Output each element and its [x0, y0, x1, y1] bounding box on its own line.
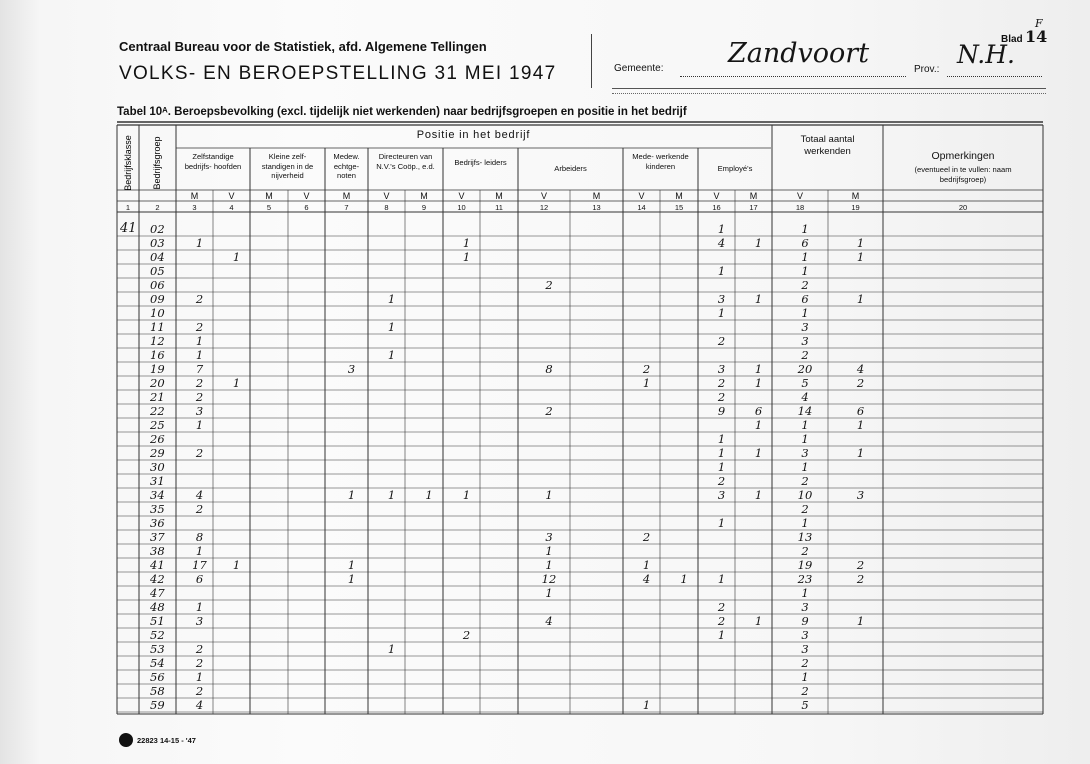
row-cell-col12: 3 — [545, 530, 553, 544]
row-bedrijfsgroep: 20 — [150, 376, 165, 390]
row-cell-col3: 8 — [195, 530, 204, 544]
row-cell-col18: 2 — [801, 684, 809, 698]
row-bedrijfsgroep: 02 — [150, 222, 165, 236]
row-cell-col3: 4 — [195, 488, 204, 502]
row-cell-col16: 2 — [717, 390, 726, 404]
row-cell-col18: 1 — [801, 264, 809, 278]
row-cell-col18: 6 — [801, 236, 809, 250]
v-header: V — [638, 191, 645, 201]
row-cell-col19: 2 — [856, 376, 865, 390]
row-cell-col3: 2 — [195, 390, 204, 404]
column-number-4: 4 — [229, 203, 234, 212]
m-header: M — [495, 191, 503, 201]
row-cell-col12: 1 — [545, 488, 553, 502]
blad-note: F — [1035, 17, 1043, 30]
row-bedrijfsgroep: 37 — [150, 530, 165, 544]
v-header: V — [540, 191, 547, 201]
row-bedrijfsgroep: 16 — [150, 348, 165, 362]
column-number-5: 5 — [266, 203, 272, 212]
row-cell-col17: 6 — [754, 404, 763, 418]
row-cell-col18: 14 — [797, 404, 813, 418]
row-cell-col3: 1 — [195, 600, 204, 614]
row-cell-col18: 3 — [801, 334, 809, 348]
row-cell-col16: 1 — [717, 572, 726, 586]
opmerkingen-header: Opmerkingen — [931, 150, 995, 162]
row-cell-col3: 2 — [195, 292, 204, 306]
row-cell-col19: 1 — [856, 418, 865, 432]
row-cell-col3: 1 — [195, 418, 204, 432]
row-cell-col3: 2 — [195, 684, 204, 698]
row-cell-col18: 6 — [801, 292, 809, 306]
row-cell-col18: 5 — [801, 698, 809, 712]
row-cell-col16: 2 — [717, 614, 726, 628]
row-cell-col18: 4 — [801, 390, 809, 404]
row-cell-col17: 1 — [754, 292, 763, 306]
row-cell-col8: 1 — [387, 348, 396, 362]
row-cell-col19: 1 — [856, 614, 865, 628]
row-cell-col18: 1 — [801, 222, 809, 236]
row-cell-col7: 1 — [347, 572, 356, 586]
column-number-8: 8 — [384, 203, 389, 212]
row-cell-col17: 1 — [754, 446, 763, 460]
row-bedrijfsgroep: 05 — [150, 264, 165, 278]
row-cell-col18: 2 — [801, 502, 809, 516]
row-cell-col19: 1 — [856, 250, 865, 264]
row-cell-col19: 6 — [856, 404, 865, 418]
row-cell-col8: 1 — [387, 320, 396, 334]
form-code: 22823 14-15 - '47 — [137, 736, 196, 745]
row-bedrijfsgroep: 22 — [150, 404, 165, 418]
row-cell-col18: 23 — [797, 572, 813, 586]
row-cell-col17: 1 — [754, 488, 763, 502]
printer-logo-icon — [119, 733, 133, 747]
row-bedrijfsgroep: 29 — [150, 446, 165, 460]
row-cell-col18: 1 — [801, 516, 809, 530]
row-bedrijfsgroep: 21 — [150, 390, 165, 404]
row-bedrijfsgroep: 30 — [150, 460, 165, 474]
row-cell-col3: 7 — [195, 362, 204, 376]
column-number-7: 7 — [344, 203, 349, 212]
row-cell-col14: 4 — [642, 572, 651, 586]
column-number-11: 11 — [495, 203, 503, 212]
row-cell-col10: 1 — [462, 236, 471, 250]
row-cell-col16: 1 — [717, 460, 726, 474]
m-header: M — [749, 191, 758, 201]
v-header: V — [713, 191, 720, 201]
row-cell-col12: 8 — [545, 362, 553, 376]
row-cell-col18: 1 — [801, 418, 809, 432]
row-cell-col12: 1 — [545, 558, 553, 572]
row-bedrijfsgroep: 56 — [150, 670, 165, 684]
row-bedrijfsgroep: 48 — [150, 600, 165, 614]
row-bedrijfsgroep: 52 — [150, 628, 165, 642]
column-number-1: 1 — [125, 203, 131, 212]
row-bedrijfsgroep: 12 — [150, 334, 165, 348]
gemeente-value: Zandvoort — [728, 38, 870, 69]
row-cell-col19: 1 — [856, 236, 865, 250]
row-cell-col16: 3 — [717, 488, 726, 502]
column-number-17: 17 — [749, 203, 758, 212]
m-header: M — [675, 191, 683, 201]
row-cell-col16: 2 — [717, 334, 726, 348]
row-cell-col14: 2 — [642, 362, 651, 376]
column-number-2: 2 — [155, 203, 160, 212]
row-bedrijfsgroep: 53 — [150, 642, 165, 656]
row-bedrijfsgroep: 42 — [150, 572, 165, 586]
row-cell-col12: 2 — [545, 404, 553, 418]
column-number-3: 3 — [192, 203, 197, 212]
row-cell-col18: 2 — [801, 656, 809, 670]
row-cell-col10: 1 — [462, 250, 471, 264]
group-header-8: Employé's — [717, 164, 753, 173]
row-cell-col16: 9 — [717, 404, 726, 418]
row-cell-col12: 4 — [545, 614, 553, 628]
row-bedrijfsgroep: 26 — [150, 432, 165, 446]
opmerkingen-subheader: (eventueel in te vullen: naam bedrijfsgroep) — [914, 165, 1012, 184]
row-cell-col10: 1 — [462, 488, 471, 502]
row-cell-col17: 1 — [754, 418, 763, 432]
row-cell-col18: 9 — [801, 614, 809, 628]
prov-value: N.H. — [957, 40, 1015, 69]
row-cell-col7: 1 — [347, 488, 356, 502]
positie-header: Positie in het bedrijf — [416, 129, 531, 141]
m-header: M — [265, 191, 273, 201]
row-cell-col7: 1 — [347, 558, 356, 572]
row-bedrijfsgroep: 59 — [150, 698, 165, 712]
row-cell-col7: 3 — [347, 362, 356, 376]
m-header: M — [420, 191, 428, 201]
row-cell-col3: 3 — [195, 404, 204, 418]
prov-label: Prov.: — [914, 64, 940, 75]
row-bedrijfsgroep: 19 — [150, 362, 165, 376]
row-cell-col3: 2 — [195, 320, 204, 334]
row-cell-col12: 12 — [541, 572, 557, 586]
row-bedrijfsgroep: 58 — [150, 684, 165, 698]
row-bedrijfsgroep: 38 — [150, 544, 165, 558]
row-cell-col18: 3 — [801, 320, 809, 334]
row-cell-col18: 1 — [801, 670, 809, 684]
row-cell-col17: 1 — [754, 376, 763, 390]
row-cell-col16: 1 — [717, 264, 726, 278]
row-cell-col3: 1 — [195, 670, 204, 684]
column-number-13: 13 — [592, 203, 601, 212]
group-header-2: Kleine zelf- standigen in de nijverheid — [261, 152, 314, 180]
row-cell-col18: 1 — [801, 586, 809, 600]
column-number-16: 16 — [712, 203, 721, 212]
row-cell-col17: 1 — [754, 614, 763, 628]
row-cell-col16: 1 — [717, 628, 726, 642]
row-cell-col19: 2 — [856, 558, 865, 572]
row-cell-col18: 1 — [801, 460, 809, 474]
row-cell-col16: 1 — [717, 446, 726, 460]
row-cell-col19: 3 — [856, 488, 865, 502]
row-cell-col3: 2 — [195, 656, 204, 670]
row-cell-col10: 2 — [462, 628, 471, 642]
row-cell-col3: 6 — [195, 572, 204, 586]
row-bedrijfsgroep: 34 — [150, 488, 165, 502]
row-cell-col3: 2 — [195, 642, 204, 656]
bedrijfsklasse-value: 41 — [120, 221, 137, 236]
row-cell-col18: 19 — [797, 558, 813, 572]
row-cell-col16: 1 — [717, 432, 726, 446]
v-header: V — [383, 191, 390, 201]
row-cell-col8: 1 — [387, 642, 396, 656]
bedrijfsklasse-header: Bedrijfsklasse — [123, 135, 133, 191]
row-cell-col19: 4 — [856, 362, 865, 376]
row-cell-col12: 2 — [545, 278, 553, 292]
column-number-18: 18 — [795, 203, 805, 212]
table-title: Tabel 10ᴬ. Beroepsbevolking (excl. tijdelijk niet werkenden) naar bedrijfsgroepen en positie in het bedrijf — [117, 106, 687, 118]
row-cell-col15: 1 — [680, 572, 688, 586]
group-header-3: Medew. echtge- noten — [333, 152, 360, 180]
row-cell-col19: 2 — [856, 572, 865, 586]
row-cell-col9: 1 — [425, 488, 433, 502]
row-cell-col18: 3 — [801, 642, 809, 656]
column-number-19: 19 — [851, 203, 860, 212]
row-cell-col18: 3 — [801, 628, 809, 642]
row-bedrijfsgroep: 11 — [150, 320, 165, 334]
row-cell-col18: 13 — [797, 530, 813, 544]
row-cell-col3: 17 — [192, 558, 207, 572]
row-cell-col17: 1 — [754, 362, 763, 376]
row-bedrijfsgroep: 09 — [150, 292, 165, 306]
gemeente-label: Gemeente: — [614, 63, 664, 74]
column-number-6: 6 — [304, 203, 309, 212]
row-cell-col18: 2 — [801, 474, 809, 488]
row-cell-col4: 1 — [232, 558, 241, 572]
v-header: V — [796, 191, 803, 201]
row-cell-col3: 1 — [195, 544, 204, 558]
row-bedrijfsgroep: 31 — [150, 474, 165, 488]
row-cell-col14: 1 — [642, 558, 651, 572]
row-cell-col16: 1 — [717, 516, 726, 530]
row-cell-col16: 4 — [717, 236, 726, 250]
row-bedrijfsgroep: 54 — [150, 656, 165, 670]
row-cell-col8: 1 — [387, 292, 396, 306]
row-cell-col4: 1 — [232, 250, 241, 264]
form-title: VOLKS- EN BEROEPSTELLING 31 MEI 1947 — [119, 63, 557, 84]
bedrijfsgroep-header: Bedrijfsgroep — [152, 136, 162, 190]
row-cell-col18: 20 — [797, 362, 813, 376]
row-cell-col12: 1 — [545, 544, 553, 558]
row-cell-col18: 3 — [801, 600, 809, 614]
row-cell-col17: 1 — [754, 236, 763, 250]
row-bedrijfsgroep: 03 — [150, 236, 165, 250]
row-cell-col3: 4 — [195, 698, 204, 712]
row-cell-col3: 2 — [195, 446, 204, 460]
row-cell-col16: 1 — [717, 306, 726, 320]
row-cell-col16: 2 — [717, 600, 726, 614]
row-cell-col18: 2 — [801, 348, 809, 362]
row-cell-col18: 3 — [801, 446, 809, 460]
blad-label: Blad — [1001, 34, 1023, 45]
group-header-1: Zelfstandige bedrijfs- hoofden — [184, 152, 242, 171]
row-cell-col16: 2 — [717, 376, 726, 390]
row-cell-col16: 3 — [717, 292, 726, 306]
blad-value: 14 — [1025, 27, 1048, 46]
m-header: M — [851, 191, 860, 201]
column-number-9: 9 — [421, 203, 427, 212]
row-cell-col18: 2 — [801, 544, 809, 558]
group-header-5: Bedrijfs- leiders — [454, 158, 507, 167]
row-cell-col19: 1 — [856, 292, 865, 306]
row-cell-col3: 2 — [195, 376, 204, 390]
row-cell-col16: 1 — [717, 222, 726, 236]
group-header-6: Arbeiders — [554, 164, 587, 173]
m-header: M — [342, 191, 351, 201]
column-number-20: 20 — [958, 203, 968, 212]
v-header: V — [228, 191, 235, 201]
row-cell-col18: 2 — [801, 278, 809, 292]
row-bedrijfsgroep: 41 — [150, 558, 165, 572]
m-header: M — [190, 191, 199, 201]
row-cell-col8: 1 — [387, 488, 396, 502]
row-bedrijfsgroep: 25 — [150, 418, 165, 432]
row-cell-col18: 5 — [801, 376, 809, 390]
v-header: V — [303, 191, 310, 201]
totaal-header: Totaal aantal werkenden — [800, 134, 855, 157]
row-cell-col16: 2 — [717, 474, 726, 488]
group-header-7: Mede- werkende kinderen — [632, 152, 689, 171]
row-cell-col18: 1 — [801, 306, 809, 320]
row-cell-col18: 10 — [797, 488, 813, 502]
row-cell-col3: 1 — [195, 348, 204, 362]
row-cell-col14: 1 — [642, 698, 651, 712]
group-header-4: Directeuren van N.V.'s Coöp., e.d. — [376, 152, 435, 171]
row-bedrijfsgroep: 06 — [150, 278, 165, 292]
row-cell-col4: 1 — [232, 376, 241, 390]
row-bedrijfsgroep: 04 — [150, 250, 165, 264]
row-cell-col18: 1 — [801, 432, 809, 446]
row-cell-col16: 3 — [717, 362, 726, 376]
column-number-14: 14 — [637, 203, 646, 212]
column-number-10: 10 — [457, 203, 466, 212]
row-cell-col18: 1 — [801, 250, 809, 264]
row-cell-col19: 1 — [856, 446, 865, 460]
row-bedrijfsgroep: 10 — [150, 306, 165, 320]
m-header: M — [592, 191, 601, 201]
column-number-12: 12 — [539, 203, 549, 212]
row-cell-col14: 1 — [642, 376, 651, 390]
row-bedrijfsgroep: 47 — [150, 586, 165, 600]
row-cell-col12: 1 — [545, 586, 553, 600]
row-cell-col3: 1 — [195, 236, 204, 250]
row-cell-col3: 3 — [195, 614, 204, 628]
row-cell-col3: 2 — [195, 502, 204, 516]
column-number-15: 15 — [674, 203, 684, 212]
row-bedrijfsgroep: 51 — [150, 614, 165, 628]
row-bedrijfsgroep: 35 — [150, 502, 165, 516]
v-header: V — [458, 191, 465, 201]
row-cell-col3: 1 — [195, 334, 204, 348]
row-bedrijfsgroep: 36 — [150, 516, 165, 530]
row-cell-col14: 2 — [642, 530, 651, 544]
bureau-line: Centraal Bureau voor de Statistiek, afd. Algemene Tellingen — [119, 39, 487, 54]
